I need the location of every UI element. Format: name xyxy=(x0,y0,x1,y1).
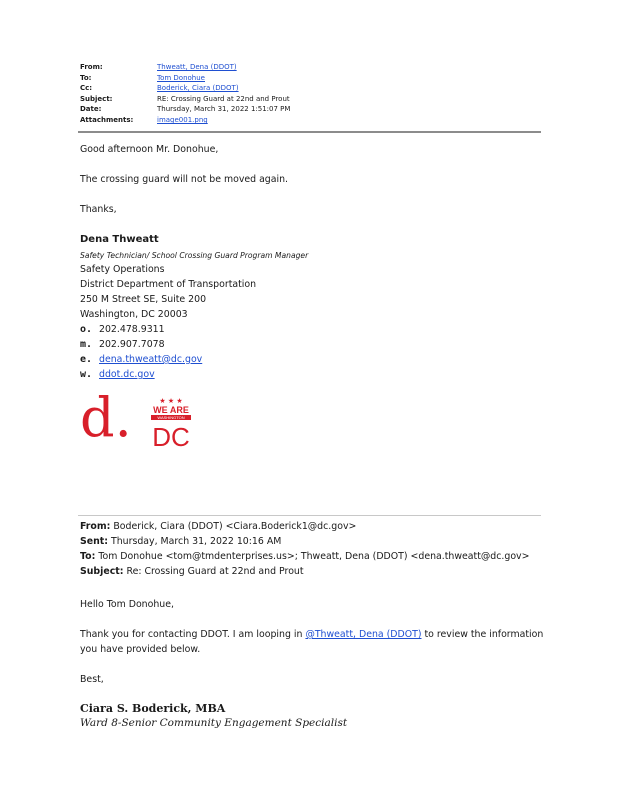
ddot-logo: d. xyxy=(80,386,132,449)
office-key: o. xyxy=(80,324,93,335)
fwd-line1-b: to review the information xyxy=(421,629,544,640)
web-link[interactable]: ddot.dc.gov xyxy=(99,369,155,380)
cc-link[interactable]: Boderick, Ciara (DDOT) xyxy=(157,84,239,93)
fwd-from-label: From: xyxy=(80,521,111,532)
mention-link[interactable]: @Thweatt, Dena (DDOT) xyxy=(305,629,422,640)
fwd-subject-value: Re: Crossing Guard at 22nd and Prout xyxy=(126,566,304,577)
subject-value: RE: Crossing Guard at 22nd and Prout xyxy=(157,94,290,103)
date-label: Date: xyxy=(80,105,102,114)
web-row xyxy=(80,369,155,380)
signature-org: District Department of Transportation xyxy=(80,279,257,290)
logo-we-are: WE ARE xyxy=(153,405,189,415)
fwd-to xyxy=(80,551,529,562)
web-key: w. xyxy=(80,369,93,380)
fwd-sent xyxy=(80,536,281,547)
cc-label: Cc: xyxy=(80,84,93,93)
signature-title: Safety Technician/ School Crossing Guard Program Manager xyxy=(80,251,309,260)
fwd-line1 xyxy=(80,629,543,640)
signature-city: Washington, DC 20003 xyxy=(80,309,188,320)
fwd-from xyxy=(80,521,356,532)
fwd-subject-label: Subject: xyxy=(80,566,124,577)
mobile-key: m. xyxy=(80,339,93,350)
signature-street: 250 M Street SE, Suite 200 xyxy=(80,294,207,305)
from-label: From: xyxy=(80,63,103,71)
fwd-sent-label: Sent: xyxy=(80,536,109,547)
attachments-label: Attachments: xyxy=(80,115,134,124)
email-row xyxy=(80,354,202,365)
greeting: Good afternoon Mr. Donohue, xyxy=(80,144,219,155)
email-key: e. xyxy=(80,354,93,365)
office-number: 202.478.9311 xyxy=(99,324,165,335)
second-signature-name: Ciara S. Boderick, MBA xyxy=(80,702,226,715)
to-link[interactable]: Tom Donohue xyxy=(157,73,205,82)
date-value: Thursday, March 31, 2022 1:51:07 PM xyxy=(157,105,291,114)
fwd-sent-value: Thursday, March 31, 2022 10:16 AM xyxy=(111,536,282,547)
fwd-to-value: Tom Donohue <tom@tmdenterprises.us>; Thweatt, Dena (DDOT) <dena.thweatt@dc.gov> xyxy=(98,551,530,562)
fwd-to-label: To: xyxy=(80,551,96,562)
fwd-line1-a: Thank you for contacting DDOT. I am looping in xyxy=(80,629,306,640)
fwd-line2: you have provided below. xyxy=(80,644,201,655)
logo-dc: DC xyxy=(152,422,190,448)
mobile-number: 202.907.7078 xyxy=(99,339,165,350)
signature-name: Dena Thweatt xyxy=(80,234,159,245)
fwd-closing: Best, xyxy=(80,674,104,685)
subject-label: Subject: xyxy=(80,94,113,103)
logo-washington: WASHINGTON xyxy=(157,415,185,420)
second-signature-title: Ward 8-Senior Community Engagement Specialist xyxy=(80,717,348,729)
header-divider xyxy=(78,131,541,133)
fwd-from-value: Boderick, Ciara (DDOT) <Ciara.Boderick1@dc.gov> xyxy=(113,521,357,532)
closing: Thanks, xyxy=(80,204,117,215)
from-link[interactable]: Thweatt, Dena (DDOT) xyxy=(157,63,237,71)
attachment-link[interactable]: image001.png xyxy=(157,115,208,124)
to-label: To: xyxy=(80,73,92,82)
mobile-phone xyxy=(80,339,165,350)
email-header xyxy=(80,62,290,126)
signature-dept: Safety Operations xyxy=(80,264,165,275)
fwd-greeting: Hello Tom Donohue, xyxy=(80,599,174,610)
email-link[interactable]: dena.thweatt@dc.gov xyxy=(99,354,203,365)
fwd-subject xyxy=(80,566,304,577)
logo-stars: ★ ★ ★ xyxy=(159,397,183,405)
message: The crossing guard will not be moved again. xyxy=(80,174,289,185)
forward-divider xyxy=(78,515,541,516)
we-are-washington-dc-logo xyxy=(150,396,192,448)
office-phone xyxy=(80,324,165,335)
